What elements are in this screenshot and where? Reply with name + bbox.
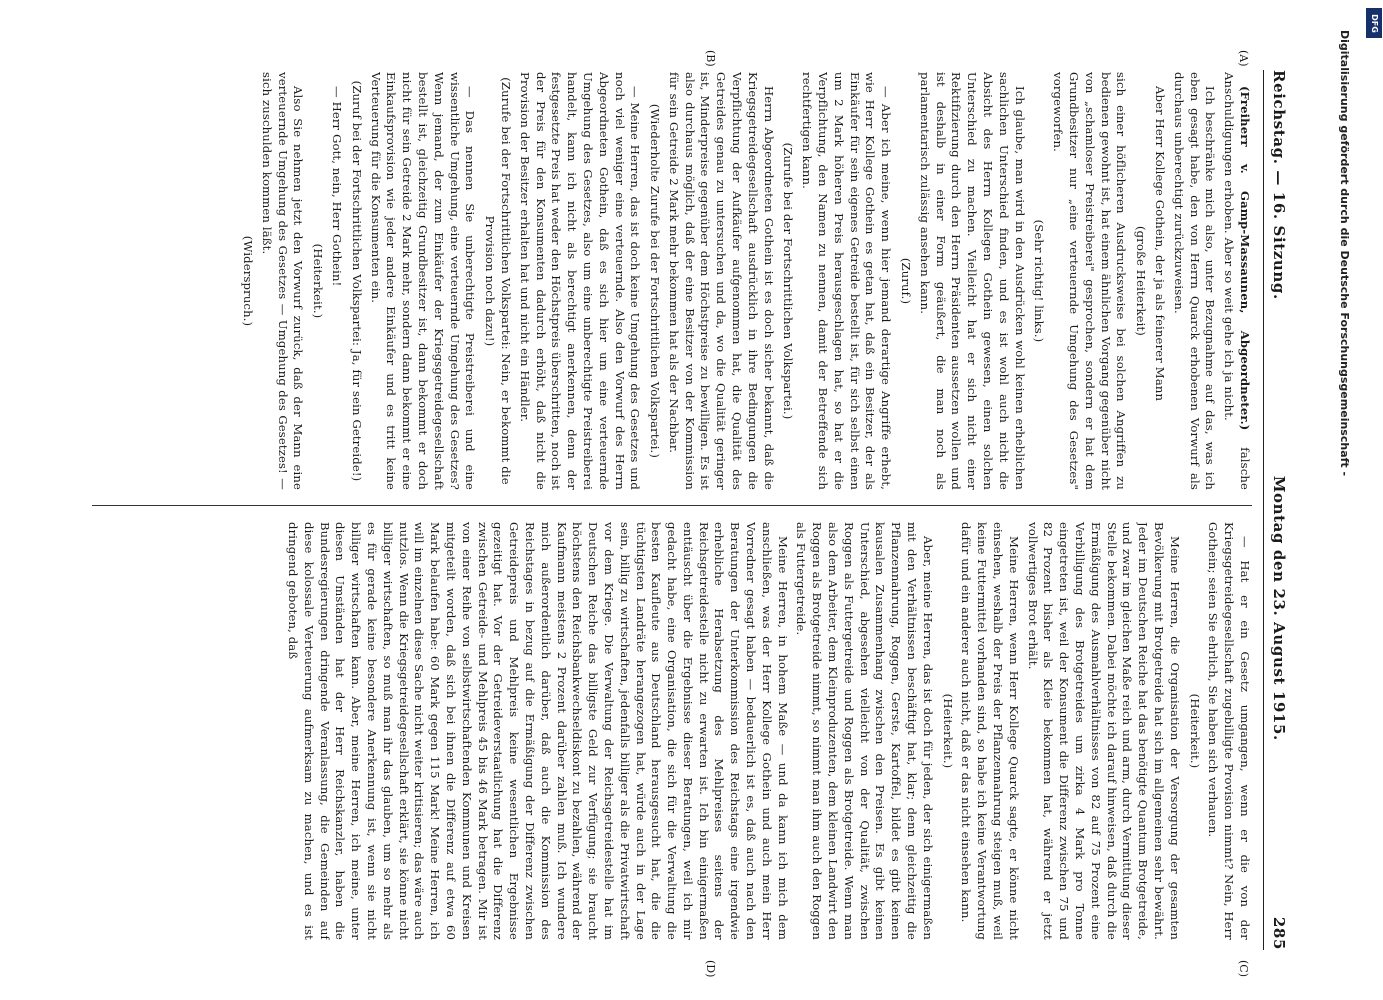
dfg-logo <box>1366 8 1382 38</box>
page-header <box>1263 70 1294 950</box>
dfg-logo-text: DFG <box>1369 13 1379 33</box>
header-date: Montag den 23. August 1915. <box>1270 475 1288 741</box>
interjection: (Zuruf.) <box>899 257 914 305</box>
column-divider <box>92 505 1252 506</box>
header-session: Reichstag. — 16. Sitzung. <box>1270 70 1288 300</box>
interjection: (Sehr richtig! links.) <box>1032 219 1047 343</box>
margin-marker-c: (C) <box>1237 960 1250 977</box>
speaker-paragraph <box>1220 72 1252 490</box>
paragraph: Meine Herren, in hohem Maße — und da kann ich mich dem anschließen, was der Herr Kollege Gothein und auch mein Herr Vorredner gesagt haben — bedauerlich ist es, daß auch nach den Beratungen der Unterkommission des Reichstags eine irgendwie erhebliche Herabsetzung des Mehlpreises seitens der Reichsgetreidestelle nicht zu erwarten ist. Ich bin einigermaßen enttäuscht über die Ergebnisse dieser Beratungen, weil ich mir gedacht habe, eine Organisation, die sich für die Verwaltung die besten Kaufleute aus Deutschland herausgesucht hat, die die tüchtigsten Landräte herangezogen hat, würde auch in der Lage sein, billig zu wirtschaften, jedenfalls billiger als die Privatwirtschaft vor dem Kriege. Die Verwaltung der Reichsgetreidestelle hat im Deutschen Reiche das billigste Geld zur Verfügung; sie braucht höchstens den Reichsbankwechseldiskont zu bezahlen, während der Kaufmann meistens 2 Prozent darüber zahlen muß. Ich wundere mich außerordentlich darüber, daß auch die Kommission des Reichstages in bezug auf die Ermäßigung der Differenz zwischen Getreidepreis und Mehlpreis keine wesentlichen Ergebnisse gezeitigt hat. Vor der Getreideverstaatlichung hat die Differenz zwischen Getreide- und Mehlpreis 45 bis 46 Mark betragen. Mir ist von einer Reihe von selbstwirtschaftenden Kommunen und Kreisen mitgeteilt worden, daß sich bei ihnen die Differenz auf etwa 60 Mark belaufen habe: 60 Mark gegen 115 Mark! Meine Herren, ich will im einzelnen diese Sache nicht weiter kritisieren; das wäre auch nutzlos. Wenn die Kriegsgetreidegesellschaft erklärt, sie könne nicht billiger wirtschaften, so muß man ihr das glauben, um so mehr als es für gerade keine besondere Anerkennung ist, wenn sie nicht billiger wirtschaften kann. Aber, meine Herren, ich meine, unter diesen Umständen hat der Herr Reichskanzler, haben die Bundesregierungen dringende Veranlassung, die Gemeinden auf diese kolossale Verteuerung aufmerksam zu machen, und es ist dringend geboten, daß <box>285 522 790 940</box>
paragraph: — Aber ich meine, wenn hier jemand derartige Angriffe erhebt, wie Herr Kollege Gothein es getan hat, daß ein Besitzer, der als Einkäufer für sein eigenes Getreide bestellt ist, für sich selbst einen um 2 Mark höheren Preis herausgeschlagen hat, so hat er die Verpflichtung, den Namen zu nennen, damit der Betreffende sich rechtfertigen kann. <box>800 72 894 490</box>
interjection: (Wiederholte Zurufe bei der Fortschrittlichen Volkspartei.) <box>648 103 663 459</box>
left-column <box>72 72 1252 490</box>
interjection: (Zurufe bei der Fortschrittlichen Volkspartei.) <box>781 142 796 420</box>
paragraph: Meine Herren, wenn Herr Kollege Quarck sagte, er könne nicht einsehen, weshalb der Preis der Pflanzennahrung steigen muß, weil keine Futtermittel vorhanden sind, so habe ich keine Verantwortung dafür und ein anderer auch nicht, daß er das nicht einsehen kann. <box>959 522 1021 940</box>
interjection: (Zurufe bei der Fortschrittlichen Volkspartei: Nein, er bekommt die Provision noch dazu!) <box>483 77 513 485</box>
paragraph: — Hat er ein Gesetz umgangen, wenn er die von der Kriegsgetreidegesellschaft zugebilligte Provision nimmt? Nein, Herr Gothein; seien Sie ehrlich, Sie haben sich verhauen. <box>1206 522 1252 940</box>
interjection: (Widerspruch.) <box>240 235 255 327</box>
interjection: (Heiterkeit.) <box>1187 693 1202 769</box>
paragraph: Herrn Abgeordneten Gothein ist es doch sicher bekannt, daß die Kriegsgetreidegesellschaft ausdrücklich in ihre Bedingungen die Verpflichtung der Aufkäufer aufgenommen hat, die Qualität des Getreides genau zu untersuchen und da, wo die Qualität geringer ist, Minderpreise gegenüber dem Höchstpreise zu bewilligen. Es ist also durchaus möglich, daß der eine Besitzer von der Kommission für sein Getreide 2 Mark mehr bekommen hat als der Nachbar. <box>666 72 776 490</box>
interjection: (Heiterkeit.) <box>940 693 955 769</box>
interjection: (Heiterkeit.) <box>311 243 326 319</box>
paragraph: Meine Herren, die Organisation der Versorgung der gesamten Bevölkerung mit Brotgetreide hat sich im allgemeinen sehr bewährt. Jeder im Deutschen Reiche hat das benötigte Quantum Brotgetreide, und zwar im gleichen Maße reich und arm, durch Vermittlung dieser Stelle bekommen. Dabei möchte ich darauf hinweisen, daß durch die Ermäßigung des Ausmahlverhältnisses von 82 auf 75 Prozent eine Verbilligung des Brotgetreides um zirka 4 Mark pro Tonne eingetreten ist, weil der Konsument die Differenz zwischen 75 und 82 Prozent bisher als Kleie bekommen hat, während er jetzt vollwertiges Brot erhält. <box>1025 522 1182 940</box>
paragraph: — Meine Herren, das ist doch keine Umgehung des Gesetzes und noch viel weniger eine verteuernde. Also den Vorwurf des Herrn Abgeordneten Gothein, daß es sich hier um eine verteuernde Umgehung des Gesetzes, also um eine unberechtigte Preistreiberei handelt, kann ich nicht als berechtigt anerkennen, denn der festgesetzte Preis hat weder den Höchstpreis überschritten, noch ist der Preis für den Konsumenten dadurch erhöht, daß nicht die Provision der Besitzer erhalten hat und nicht ein Händler. <box>517 72 643 490</box>
margin-marker-d: (D) <box>704 960 717 978</box>
paragraph: Aber Herr Kollege Gothein, der ja als feinerer Mann <box>1153 86 1168 402</box>
interjection: (Zuruf bei der Fortschrittlichen Volkspartei: Ja, für sein Getreide!) <box>349 80 364 482</box>
document-page <box>22 10 1312 990</box>
speaker-text: falsche Anschuldigungen erhoben. Aber so weit gehe ich ja nicht. <box>1222 72 1252 490</box>
page-number: 285 <box>1270 916 1288 950</box>
paragraph: sich einer höflicheren Ausdrucksweise bei solchen Angriffen zu bedienen gewohnt ist, hat einem ähnlichen Vorgang gegenüber nicht von „schamloser Preistreiberei" gesprochen, sondern er hat dem Grundbesitzer nur „eine verteuernde Umgehung des Gesetzes" vorgeworfen. <box>1051 72 1129 490</box>
paragraph: Aber, meine Herren, das ist doch für jeden, der sich einigermaßen mit den Verhältnissen beschäftigt hat, klar; denn gleichzeitig die Pflanzennahrung, Roggen, Gerste, Kartoffel, bildet es gibt keinen kausalen Zusammenhang zwischen den Preisen. Es gibt keinen Unterschied, abgesehen vielleicht von der Qualität, zwischen Roggen als Futtergetreide und Roggen als Brotgetreide. Wenn man also dem Arbeiter, dem Kleinproduzenten, dem kleinen Landwirt den Roggen als Brotgetreide nimmt, so nimmt man ihm auch den Roggen als Futtergetreide. <box>794 522 935 940</box>
digitization-credit: Digitalisierung gefördert durch die Deutsche Forschungsgemeinschaft - <box>1338 30 1351 477</box>
interjection: (große Heiterkeit) <box>1134 226 1149 336</box>
margin-marker-a: (A) <box>1237 50 1250 67</box>
speaker-name: (Freiherr v. Gamp-Massaunen, Abgeordneter.) <box>1238 86 1252 431</box>
margin-marker-b: (B) <box>704 50 717 67</box>
right-column <box>72 522 1252 940</box>
paragraph: — Das nennen Sie unberechtigte Preistreiberei und eine wissentliche Umgehung, eine verteuernde Umgehung des Gesetzes? Wenn jemand, der zum Einkäufer der Kriegsgetreidegesellschaft bestellt ist, gleichzeitig Grundbesitzer ist, dann bekommt er doch nicht für sein Getreide 2 Mark mehr, sondern dann bekommt er eine Einkaufsprovision wie jeder andere Einkäufer und es tritt keine Verteuerung für die Konsumenten ein. <box>368 72 478 490</box>
paragraph: Also Sie nehmen jetzt den Vorwurf zurück, daß der Mann eine verteuernde Umgehung des Gesetzes — Umgehung des Gesetzes! — sich zuschulden kommen läßt. <box>259 72 306 490</box>
paragraph: Ich glaube, man wird in den Ausdrücken wohl keinen erheblichen sachlichen Unterschied finden, und es ist wohl auch nicht die Absicht des Herrn Kollegen Gothein gewesen, einen solchen Unterschied zu machen. Vielleicht hat er sich nicht einer Rektifizierung durch den Herrn Präsidenten aussetzen wollen und ist deshalb in einer Form geäußert, die man noch als parlamentarisch zulässig ansehen kann. <box>917 72 1027 490</box>
paragraph: — Herr Gott, nein, Herr Gothein! <box>329 86 344 287</box>
paragraph: Ich beschränke mich also, unter Bezugnahme auf das, was ich eben gesagt habe, den von Herrn Quarck erhobenen Vorwurf als durchaus unberechtigt zurückzuweisen. <box>1171 72 1218 490</box>
